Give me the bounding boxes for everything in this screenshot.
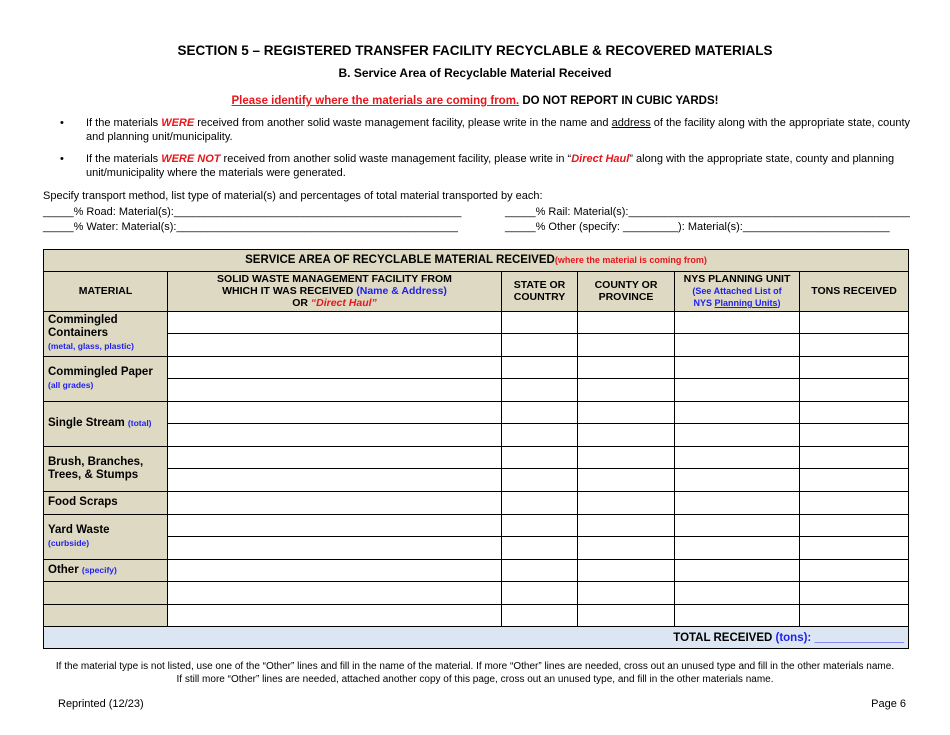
bullet-were-not	[60, 152, 910, 180]
bullet-text: ” along with the appropriate state, county and planning unit/municipality where the materials were generated.	[86, 153, 895, 179]
rail-field[interactable]: _____% Rail: Material(s):______________________________________________	[505, 206, 910, 218]
bullet-text: received from another solid waste management facility, please write in the name and	[194, 117, 612, 129]
input-cell[interactable]	[578, 424, 675, 447]
input-cell[interactable]	[675, 469, 800, 492]
input-cell[interactable]	[675, 514, 800, 537]
section-subtitle: B. Service Area of Recyclable Material Received	[338, 66, 612, 80]
table-row	[44, 582, 909, 605]
service-area-table	[43, 249, 909, 649]
material-other	[44, 559, 168, 582]
col-header-state: STATE OR COUNTRY	[502, 271, 578, 311]
material-single-stream	[44, 401, 168, 446]
table-title-sub: (where the material is coming from)	[554, 255, 707, 266]
bullet-emphasis: Direct Haul	[571, 153, 630, 165]
input-cell[interactable]	[502, 379, 578, 402]
col-header-county: COUNTY OR PROVINCE	[578, 271, 675, 311]
input-cell[interactable]	[578, 604, 675, 627]
col-header-blue: (Name & Address)	[356, 285, 447, 298]
input-cell[interactable]	[578, 492, 675, 515]
material-sub: (specify)	[81, 565, 117, 575]
input-cell[interactable]	[502, 469, 578, 492]
instruction-red: Please identify where the materials are coming from.	[231, 95, 520, 107]
table-row	[44, 537, 909, 560]
input-cell[interactable]	[502, 514, 578, 537]
input-cell[interactable]	[168, 311, 502, 334]
table-row	[44, 311, 909, 334]
input-cell[interactable]	[502, 559, 578, 582]
instruction-line	[0, 95, 950, 107]
col-header-facility	[168, 271, 502, 311]
instruction-black: DO NOT REPORT IN CUBIC YARDS!	[519, 95, 719, 107]
other-transport-field[interactable]: _____% Other (specify: _________): Material(s):________________________	[505, 221, 890, 233]
input-cell[interactable]	[502, 424, 578, 447]
table-row	[44, 379, 909, 402]
total-cell	[44, 627, 909, 649]
bullet-text: of the facility along with the appropriate state, county and planning unit/municipality.	[86, 117, 911, 143]
bullet-text: If the materials	[86, 117, 162, 129]
input-cell[interactable]	[675, 311, 800, 334]
bullet-underline: address	[611, 117, 651, 129]
section-title: SECTION 5 – REGISTERED TRANSFER FACILITY RECYCLABLE & RECOVERED MATERIALS	[177, 43, 773, 58]
input-cell[interactable]	[502, 446, 578, 469]
col-header-tons: TONS RECEIVED	[800, 271, 909, 311]
input-cell[interactable]	[675, 582, 800, 605]
input-cell[interactable]	[800, 379, 909, 402]
planning-units-link[interactable]: Planning Units	[714, 298, 778, 309]
material-name: Brush, Branches, Trees, & Stumps	[48, 455, 144, 481]
input-cell[interactable]	[168, 401, 502, 424]
input-cell[interactable]	[578, 401, 675, 424]
input-cell[interactable]	[502, 604, 578, 627]
total-row	[44, 627, 909, 649]
input-cell[interactable]	[502, 401, 578, 424]
bullet-emphasis: WERE	[161, 117, 195, 129]
input-cell[interactable]	[578, 311, 675, 334]
material-other-blank[interactable]	[44, 604, 168, 627]
input-cell[interactable]	[675, 446, 800, 469]
material-sub: (total)	[127, 418, 152, 429]
table-row	[44, 604, 909, 627]
table-title: SERVICE AREA OF RECYCLABLE MATERIAL RECEIVED	[245, 254, 555, 267]
input-cell[interactable]	[502, 311, 578, 334]
input-cell[interactable]	[675, 537, 800, 560]
bullet-text: received from another solid waste management facility, please write in “	[220, 153, 572, 165]
col-header-text: OR	[292, 297, 311, 310]
input-cell[interactable]	[675, 559, 800, 582]
col-header-blue: (See Attached List of	[692, 286, 782, 297]
col-header-blue: NYS	[693, 298, 715, 309]
input-cell[interactable]	[168, 582, 502, 605]
input-cell[interactable]	[800, 514, 909, 537]
input-cell[interactable]	[800, 582, 909, 605]
table-main-header	[44, 250, 909, 272]
table-row	[44, 514, 909, 537]
material-commingled-containers	[44, 311, 168, 356]
bullet-emphasis: WERE NOT	[161, 153, 221, 165]
material-name: Single Stream	[48, 417, 125, 430]
table-row	[44, 356, 909, 379]
input-cell[interactable]	[675, 401, 800, 424]
input-cell[interactable]	[168, 356, 502, 379]
total-unit: (tons):	[775, 631, 812, 644]
input-cell[interactable]	[502, 356, 578, 379]
input-cell[interactable]	[168, 604, 502, 627]
input-cell[interactable]	[800, 401, 909, 424]
input-cell[interactable]	[168, 446, 502, 469]
bullet-text: If the materials	[86, 153, 162, 165]
input-cell[interactable]	[168, 334, 502, 357]
bullet-dot: •	[60, 117, 64, 129]
input-cell[interactable]	[675, 379, 800, 402]
material-name: Food Scraps	[48, 496, 118, 509]
page-number: Page 6	[871, 698, 906, 710]
input-cell[interactable]	[578, 469, 675, 492]
input-cell[interactable]	[502, 582, 578, 605]
input-cell[interactable]	[502, 537, 578, 560]
table-row	[44, 446, 909, 469]
input-cell[interactable]	[578, 514, 675, 537]
bullet-were	[60, 116, 910, 144]
material-sub: (all grades)	[48, 379, 94, 390]
input-cell[interactable]	[800, 424, 909, 447]
footnote: If the material type is not listed, use one of the “Other” lines and fill in the name of the material. If more “Other” lines are needed, cross out an unused type and fill in the other materials name. If still more “Other” lines are needed, attached another copy of this page, cross out an unused type, and fill in the other materials name.	[55, 661, 895, 685]
input-cell[interactable]	[800, 334, 909, 357]
material-yard-waste	[44, 514, 168, 559]
input-cell[interactable]	[800, 559, 909, 582]
table-row	[44, 334, 909, 357]
col-header-nys	[675, 271, 800, 311]
input-cell[interactable]	[578, 446, 675, 469]
reprint-date: Reprinted (12/23)	[58, 698, 144, 710]
table-row	[44, 401, 909, 424]
input-cell[interactable]	[578, 537, 675, 560]
input-cell[interactable]	[168, 379, 502, 402]
input-cell[interactable]	[675, 334, 800, 357]
bullet-list	[60, 116, 910, 188]
total-label: TOTAL RECEIVED	[673, 631, 776, 644]
input-cell[interactable]	[578, 582, 675, 605]
input-cell[interactable]	[168, 492, 502, 515]
input-cell[interactable]	[800, 311, 909, 334]
col-header-text: SOLID WASTE MANAGEMENT FACILITY FROM	[217, 273, 452, 286]
table-row	[44, 424, 909, 447]
road-field[interactable]: _____% Road: Material(s):_______________________________________________	[43, 206, 462, 218]
material-sub: (curbside)	[48, 537, 90, 548]
input-cell[interactable]	[675, 492, 800, 515]
input-cell[interactable]	[168, 469, 502, 492]
material-commingled-paper	[44, 356, 168, 401]
table-row	[44, 559, 909, 582]
input-cell[interactable]	[168, 514, 502, 537]
input-cell[interactable]	[800, 469, 909, 492]
input-cell[interactable]	[502, 334, 578, 357]
input-cell[interactable]	[502, 492, 578, 515]
input-cell[interactable]	[675, 604, 800, 627]
input-cell[interactable]	[800, 492, 909, 515]
input-cell[interactable]	[168, 559, 502, 582]
input-cell[interactable]	[800, 446, 909, 469]
table-row	[44, 469, 909, 492]
table-row	[44, 492, 909, 515]
input-cell[interactable]	[800, 537, 909, 560]
material-name: Commingled Paper	[48, 365, 153, 378]
bullet-dot: •	[60, 153, 64, 165]
material-name: Yard Waste	[48, 523, 110, 536]
material-name: Other	[48, 564, 79, 576]
col-header-material: MATERIAL	[44, 271, 168, 311]
input-cell[interactable]	[675, 356, 800, 379]
input-cell[interactable]	[168, 537, 502, 560]
input-cell[interactable]	[578, 334, 675, 357]
input-cell[interactable]	[168, 424, 502, 447]
material-brush	[44, 446, 168, 491]
input-cell[interactable]	[578, 379, 675, 402]
input-cell[interactable]	[578, 356, 675, 379]
material-other-blank[interactable]	[44, 582, 168, 605]
col-header-text: NYS PLANNING UNIT	[683, 273, 791, 286]
input-cell[interactable]	[578, 559, 675, 582]
water-field[interactable]: _____% Water: Material(s):______________________________________________	[43, 221, 458, 233]
material-food-scraps	[44, 492, 168, 515]
input-cell[interactable]	[800, 356, 909, 379]
material-name: Commingled Containers	[48, 314, 118, 340]
input-cell[interactable]	[675, 424, 800, 447]
total-field[interactable]: ______________	[811, 631, 905, 644]
material-sub: (metal, glass, plastic)	[48, 341, 134, 352]
col-header-text: WHICH IT WAS RECEIVED	[222, 285, 357, 298]
transport-intro: Specify transport method, list type of material(s) and percentages of total material transported by each:	[43, 190, 543, 202]
input-cell[interactable]	[800, 604, 909, 627]
col-header-blue: )	[777, 298, 781, 309]
col-header-red: “Direct Haul”	[310, 297, 377, 310]
